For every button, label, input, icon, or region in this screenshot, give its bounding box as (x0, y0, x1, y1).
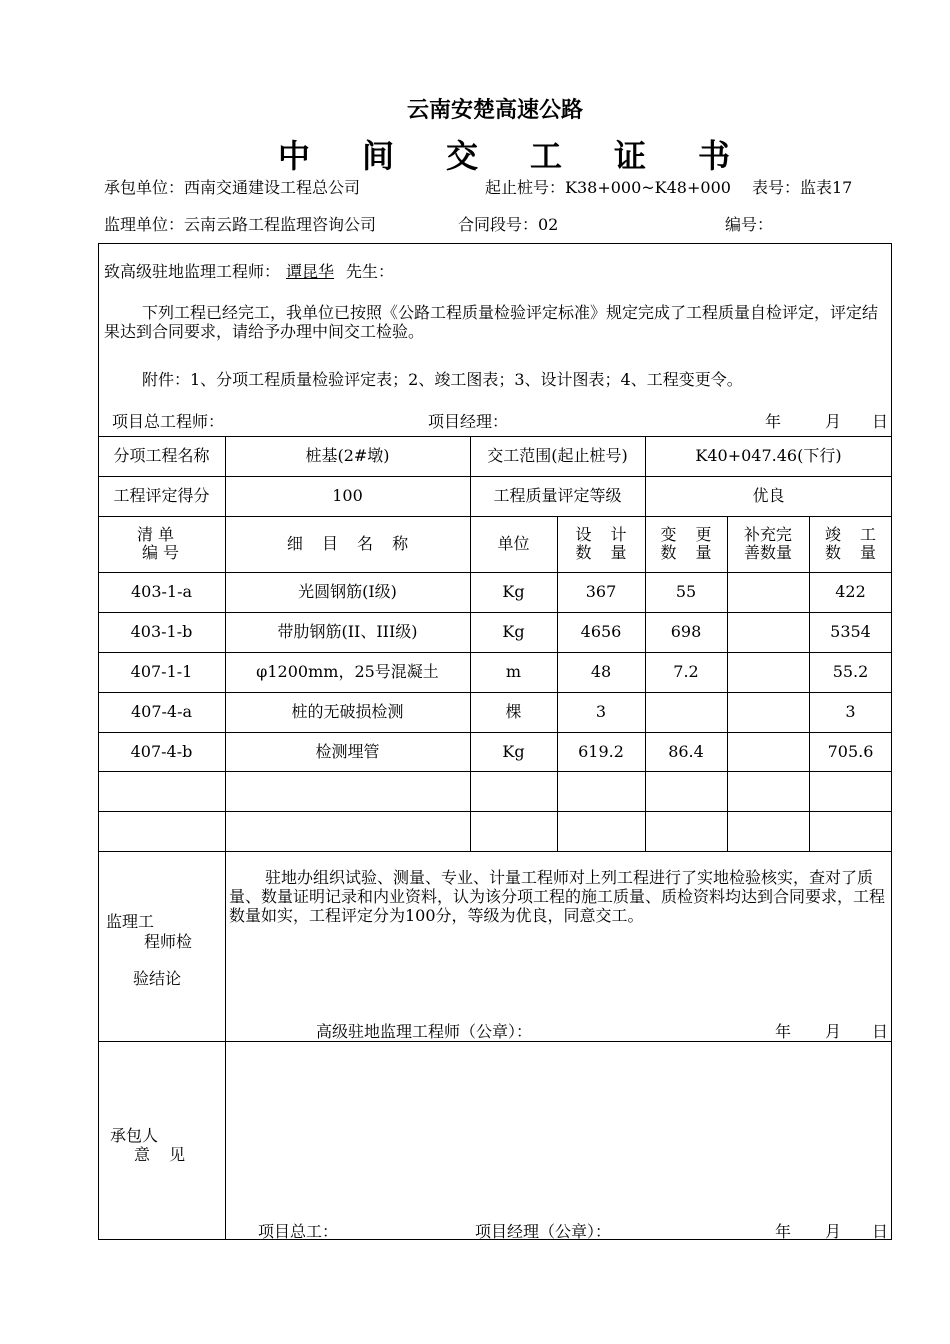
cell-code: 407-4-a (130, 702, 193, 721)
cell-unit: Kg (502, 582, 525, 601)
inspection-signer: 高级驻地监理工程师（公章）： (316, 1022, 533, 1041)
header-final-qty: 竣 工 数 量 (824, 525, 877, 562)
contractor-date-day: 日 (872, 1222, 889, 1241)
cell-change-qty (645, 771, 727, 811)
cell-code: 407-1-1 (130, 662, 193, 681)
inspection-label-line2: 程师检 (144, 932, 193, 951)
date-day: 日 (872, 412, 889, 431)
cell-design-qty: 48 (590, 662, 612, 681)
cell-design-qty: 3 (595, 702, 607, 721)
cell-design-qty: 619.2 (578, 742, 624, 761)
cell-final-qty: 5354 (830, 622, 871, 641)
score-value: 100 (332, 486, 363, 505)
contractor-chief-label: 项目总工： (258, 1222, 339, 1241)
cell-extra-qty (727, 612, 809, 652)
cell-item-name: 桩的无破损检测 (291, 702, 404, 721)
header-code: 清 单 编 号 (136, 525, 180, 562)
cell-unit: Kg (502, 742, 525, 761)
cell-code: 403-1-a (130, 582, 193, 601)
cell-extra-qty (727, 732, 809, 772)
cell-final-qty: 705.6 (827, 742, 874, 761)
contractor-label-line2: 意 见 (134, 1145, 186, 1164)
contractor-manager-label: 项目经理（公章）： (475, 1222, 612, 1241)
cell-unit (470, 811, 557, 851)
score-label: 工程评定得分 (113, 486, 210, 505)
serial-number: 编号： (725, 215, 774, 234)
cell-change-qty (645, 692, 727, 732)
inspection-label-line3: 验结论 (133, 969, 182, 988)
engineer-name: 谭昆华 (286, 262, 335, 281)
cell-extra-qty (727, 692, 809, 732)
letter-salutation: 致高级驻地监理工程师： 谭昆华 先生： (104, 262, 395, 281)
cell-item-name (225, 811, 470, 851)
stake-range: 起止桩号：K38+000~K48+000 (485, 178, 731, 197)
cell-design-qty (557, 811, 645, 851)
cell-design-qty: 367 (585, 582, 617, 601)
cell-change-qty: 55 (675, 582, 697, 601)
chief-engineer-label: 项目总工程师： (112, 412, 225, 431)
cell-change-qty (645, 811, 727, 851)
contractor-date-month: 月 (825, 1222, 842, 1241)
cell-change-qty: 86.4 (668, 742, 704, 761)
cell-item-name: 检测埋管 (315, 742, 380, 761)
cell-item-name: φ1200mm，25号混凝土 (256, 662, 439, 681)
cell-final-qty: 422 (835, 582, 866, 601)
document-title: 云南安楚高速公路 (406, 98, 583, 123)
header-change-qty: 变 更 数 量 (660, 525, 712, 562)
header-item-name: 细 目 名 称 (286, 534, 409, 553)
cell-unit: m (505, 662, 522, 681)
divider (98, 851, 892, 852)
date-year: 年 (765, 412, 782, 431)
cell-unit: 棵 (505, 702, 522, 721)
cell-code: 403-1-b (130, 622, 193, 641)
header-design-qty: 设 计 数 量 (575, 525, 627, 562)
contractor-date-year: 年 (775, 1222, 792, 1241)
grade-label: 工程质量评定等级 (493, 486, 622, 505)
item-name-label: 分项工程名称 (113, 446, 210, 465)
cell-change-qty: 698 (670, 622, 702, 641)
cell-unit: Kg (502, 622, 525, 641)
cell-final-qty: 55.2 (832, 662, 869, 681)
cell-design-qty (557, 771, 645, 811)
document-subtitle: 中间交工证书 (278, 137, 783, 175)
contractor-unit: 承包单位：西南交通建设工程总公司 (104, 178, 361, 197)
cell-extra-qty (727, 572, 809, 612)
inspection-conclusion: 驻地办组织试验、测量、专业、计量工程师对上列工程进行了实地检验核实，查对了质量、数量证明记录和内业资料，认为该分项工程的施工质量、质检资料均达到合同要求，工程数量如实，工程评定分为100分，等级为优良，同意交工。 (229, 868, 886, 925)
cell-item-name (225, 771, 470, 811)
letter-attachments: 附件：1、分项工程质量检验评定表；2、竣工图表；3、设计图表；4、工程变更令。 (142, 370, 743, 389)
grade-value: 优良 (752, 486, 785, 505)
cell-extra-qty (727, 811, 809, 851)
cell-item-name: 光圆钢筋(I级) (298, 582, 397, 601)
cell-extra-qty (727, 771, 809, 811)
form-number: 表号：监表17 (752, 178, 853, 197)
cell-final-qty: 3 (845, 702, 856, 721)
supervisor-unit: 监理单位：云南云路工程监理咨询公司 (104, 215, 377, 234)
letter-body: 下列工程已经完工，我单位已按照《公路工程质量检验评定标准》规定完成了工程质量自检评定，评定结果达到合同要求，请给予办理中间交工检验。 (104, 303, 879, 341)
inspection-label-line1: 监理工 (106, 912, 155, 931)
cell-final-qty (809, 771, 892, 811)
scope-label: 交工范围(起止桩号) (487, 446, 628, 465)
header-extra-qty: 补充完 善数量 (743, 525, 792, 562)
inspection-date-month: 月 (825, 1022, 842, 1041)
item-name-value: 桩基(2#墩) (305, 446, 390, 465)
project-manager-label: 项目经理： (428, 412, 509, 431)
date-month: 月 (825, 412, 842, 431)
contractor-label-line1: 承包人 (110, 1126, 159, 1145)
cell-code (98, 811, 225, 851)
scope-value: K40+047.46(下行) (695, 446, 842, 465)
cell-item-name: 带肋钢筋(II、III级) (277, 622, 418, 641)
cell-code: 407-4-b (130, 742, 193, 761)
header-unit: 单位 (497, 534, 530, 553)
cell-extra-qty (727, 652, 809, 692)
inspection-date-day: 日 (872, 1022, 889, 1041)
contract-section: 合同段号：02 (458, 215, 559, 234)
cell-change-qty: 7.2 (673, 662, 699, 681)
cell-final-qty (809, 811, 892, 851)
cell-unit (470, 771, 557, 811)
inspection-date-year: 年 (775, 1022, 792, 1041)
cell-code (98, 771, 225, 811)
cell-design-qty: 4656 (580, 622, 622, 641)
